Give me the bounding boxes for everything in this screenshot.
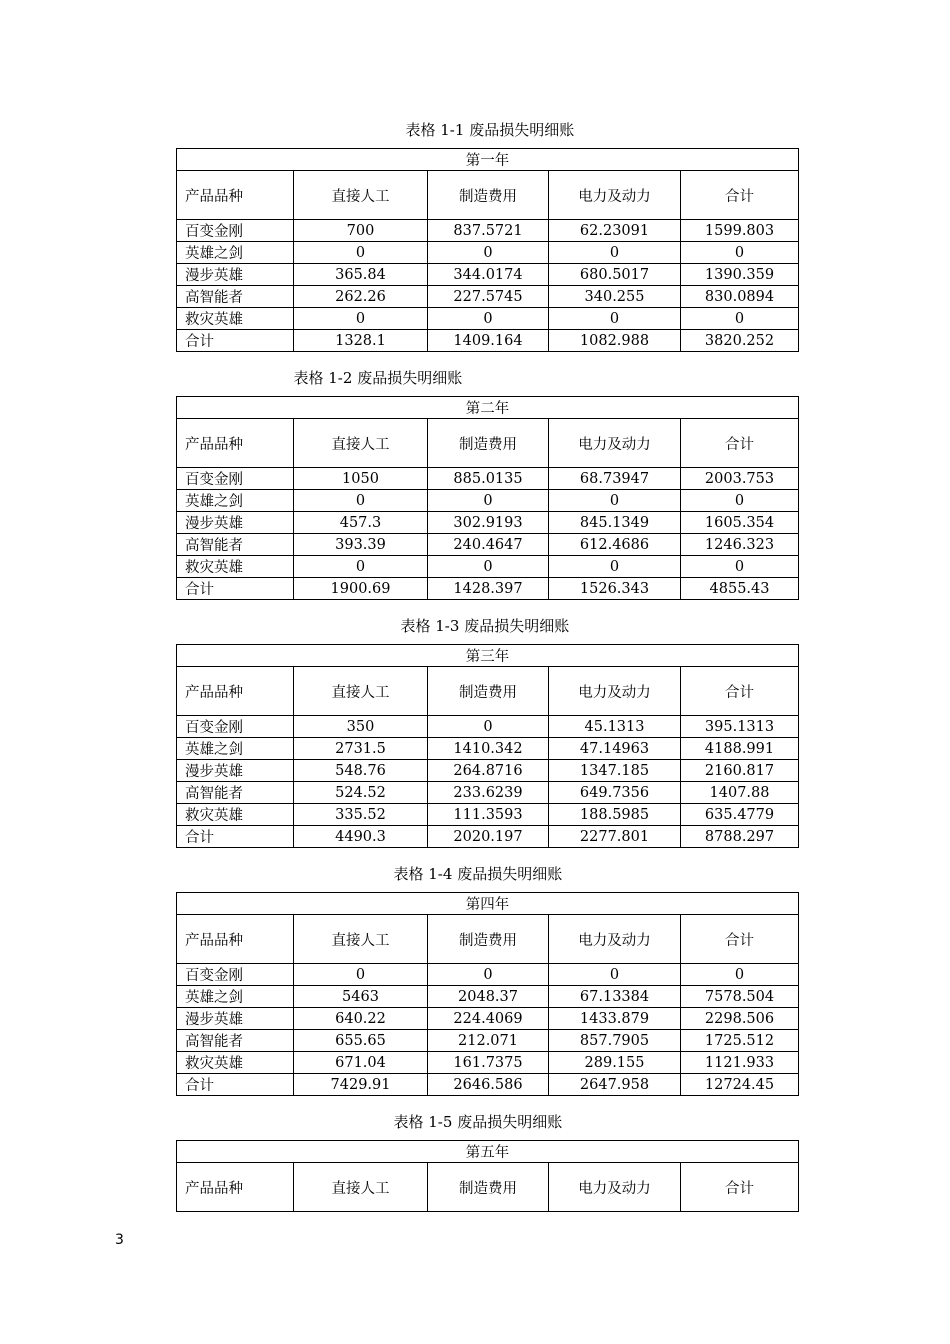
ledger-table <box>176 396 799 600</box>
table-row <box>177 1008 799 1030</box>
value-cell: 612.4686 <box>549 534 681 556</box>
value-cell: 1082.988 <box>549 330 681 352</box>
value-cell: 640.22 <box>294 1008 428 1030</box>
value-cell: 45.1313 <box>549 716 681 738</box>
value-cell: 845.1349 <box>549 512 681 534</box>
column-header: 电力及动力 <box>549 419 681 468</box>
product-name-cell: 百变金刚 <box>177 964 294 986</box>
table-caption: 表格 1-3 废品损失明细账 <box>400 617 570 635</box>
table-row <box>177 330 799 352</box>
value-cell: 1409.164 <box>428 330 549 352</box>
value-cell: 12724.45 <box>681 1074 799 1096</box>
product-name-cell: 英雄之剑 <box>177 738 294 760</box>
column-header: 制造费用 <box>428 419 549 468</box>
value-cell: 47.14963 <box>549 738 681 760</box>
product-name-cell: 英雄之剑 <box>177 490 294 512</box>
product-name-cell: 百变金刚 <box>177 468 294 490</box>
value-cell: 2048.37 <box>428 986 549 1008</box>
table-row <box>177 468 799 490</box>
value-cell: 1526.343 <box>549 578 681 600</box>
value-cell: 4855.43 <box>681 578 799 600</box>
value-cell: 0 <box>549 490 681 512</box>
product-name-cell: 合计 <box>177 578 294 600</box>
value-cell: 1347.185 <box>549 760 681 782</box>
value-cell: 233.6239 <box>428 782 549 804</box>
value-cell: 0 <box>294 242 428 264</box>
value-cell: 7578.504 <box>681 986 799 1008</box>
value-cell: 635.4779 <box>681 804 799 826</box>
value-cell: 395.1313 <box>681 716 799 738</box>
header-row <box>177 915 799 964</box>
value-cell: 0 <box>681 964 799 986</box>
column-header: 电力及动力 <box>549 171 681 220</box>
value-cell: 393.39 <box>294 534 428 556</box>
value-cell: 5463 <box>294 986 428 1008</box>
value-cell: 0 <box>549 308 681 330</box>
product-name-cell: 高智能者 <box>177 534 294 556</box>
value-cell: 0 <box>428 556 549 578</box>
year-row <box>177 893 799 915</box>
value-cell: 1725.512 <box>681 1030 799 1052</box>
table-row <box>177 804 799 826</box>
value-cell: 4490.3 <box>294 826 428 848</box>
product-name-cell: 漫步英雄 <box>177 512 294 534</box>
year-title: 第二年 <box>177 397 799 419</box>
value-cell: 1390.359 <box>681 264 799 286</box>
value-cell: 1428.397 <box>428 578 549 600</box>
table-row <box>177 964 799 986</box>
value-cell: 680.5017 <box>549 264 681 286</box>
ledger-table <box>176 1140 799 1212</box>
value-cell: 0 <box>681 490 799 512</box>
value-cell: 264.8716 <box>428 760 549 782</box>
table-row <box>177 716 799 738</box>
value-cell: 2647.958 <box>549 1074 681 1096</box>
value-cell: 700 <box>294 220 428 242</box>
product-name-cell: 百变金刚 <box>177 220 294 242</box>
value-cell: 365.84 <box>294 264 428 286</box>
product-name-cell: 高智能者 <box>177 286 294 308</box>
column-header: 直接人工 <box>294 667 428 716</box>
year-row <box>177 645 799 667</box>
value-cell: 2646.586 <box>428 1074 549 1096</box>
year-title: 第三年 <box>177 645 799 667</box>
table-row <box>177 490 799 512</box>
value-cell: 1328.1 <box>294 330 428 352</box>
value-cell: 524.52 <box>294 782 428 804</box>
value-cell: 0 <box>549 556 681 578</box>
value-cell: 457.3 <box>294 512 428 534</box>
value-cell: 0 <box>549 242 681 264</box>
value-cell: 344.0174 <box>428 264 549 286</box>
value-cell: 0 <box>428 964 549 986</box>
value-cell: 111.3593 <box>428 804 549 826</box>
table-row <box>177 760 799 782</box>
header-row <box>177 419 799 468</box>
product-name-cell: 救灾英雄 <box>177 556 294 578</box>
value-cell: 548.76 <box>294 760 428 782</box>
table-row <box>177 308 799 330</box>
value-cell: 0 <box>681 556 799 578</box>
value-cell: 0 <box>428 490 549 512</box>
product-name-cell: 合计 <box>177 1074 294 1096</box>
product-name-cell: 救灾英雄 <box>177 1052 294 1074</box>
table-row <box>177 1074 799 1096</box>
year-row <box>177 1141 799 1163</box>
value-cell: 2020.197 <box>428 826 549 848</box>
value-cell: 1599.803 <box>681 220 799 242</box>
year-row <box>177 397 799 419</box>
product-name-cell: 漫步英雄 <box>177 264 294 286</box>
value-cell: 340.255 <box>549 286 681 308</box>
table-row <box>177 512 799 534</box>
column-header: 制造费用 <box>428 171 549 220</box>
column-header: 直接人工 <box>294 171 428 220</box>
year-title: 第一年 <box>177 149 799 171</box>
column-header: 产品品种 <box>177 171 294 220</box>
value-cell: 7429.91 <box>294 1074 428 1096</box>
table-caption: 表格 1-2 废品损失明细账 <box>293 369 463 387</box>
product-name-cell: 漫步英雄 <box>177 760 294 782</box>
column-header: 电力及动力 <box>549 1163 681 1212</box>
table-row <box>177 264 799 286</box>
column-header: 产品品种 <box>177 1163 294 1212</box>
value-cell: 0 <box>681 242 799 264</box>
value-cell: 671.04 <box>294 1052 428 1074</box>
value-cell: 224.4069 <box>428 1008 549 1030</box>
value-cell: 227.5745 <box>428 286 549 308</box>
column-header: 直接人工 <box>294 1163 428 1212</box>
value-cell: 1410.342 <box>428 738 549 760</box>
product-name-cell: 合计 <box>177 330 294 352</box>
ledger-table <box>176 148 799 352</box>
value-cell: 2003.753 <box>681 468 799 490</box>
value-cell: 8788.297 <box>681 826 799 848</box>
header-row <box>177 667 799 716</box>
product-name-cell: 救灾英雄 <box>177 804 294 826</box>
product-name-cell: 英雄之剑 <box>177 986 294 1008</box>
product-name-cell: 高智能者 <box>177 1030 294 1052</box>
column-header: 直接人工 <box>294 419 428 468</box>
value-cell: 68.73947 <box>549 468 681 490</box>
value-cell: 1605.354 <box>681 512 799 534</box>
value-cell: 655.65 <box>294 1030 428 1052</box>
value-cell: 3820.252 <box>681 330 799 352</box>
product-name-cell: 百变金刚 <box>177 716 294 738</box>
table-row <box>177 220 799 242</box>
value-cell: 885.0135 <box>428 468 549 490</box>
value-cell: 1900.69 <box>294 578 428 600</box>
value-cell: 0 <box>294 556 428 578</box>
value-cell: 350 <box>294 716 428 738</box>
column-header: 合计 <box>681 171 799 220</box>
value-cell: 4188.991 <box>681 738 799 760</box>
column-header: 直接人工 <box>294 915 428 964</box>
table-row <box>177 782 799 804</box>
value-cell: 2731.5 <box>294 738 428 760</box>
column-header: 电力及动力 <box>549 915 681 964</box>
value-cell: 161.7375 <box>428 1052 549 1074</box>
column-header: 合计 <box>681 667 799 716</box>
column-header: 制造费用 <box>428 1163 549 1212</box>
table-row <box>177 1052 799 1074</box>
value-cell: 1050 <box>294 468 428 490</box>
table-row <box>177 242 799 264</box>
value-cell: 335.52 <box>294 804 428 826</box>
column-header: 合计 <box>681 915 799 964</box>
value-cell: 0 <box>681 308 799 330</box>
value-cell: 212.071 <box>428 1030 549 1052</box>
value-cell: 1433.879 <box>549 1008 681 1030</box>
table-caption: 表格 1-5 废品损失明细账 <box>393 1113 563 1131</box>
table-caption: 表格 1-1 废品损失明细账 <box>405 121 575 139</box>
table-row <box>177 826 799 848</box>
product-name-cell: 救灾英雄 <box>177 308 294 330</box>
table-caption: 表格 1-4 废品损失明细账 <box>393 865 563 883</box>
value-cell: 62.23091 <box>549 220 681 242</box>
value-cell: 1121.933 <box>681 1052 799 1074</box>
value-cell: 837.5721 <box>428 220 549 242</box>
table-row <box>177 578 799 600</box>
table-row <box>177 738 799 760</box>
value-cell: 2160.817 <box>681 760 799 782</box>
header-row <box>177 171 799 220</box>
value-cell: 240.4647 <box>428 534 549 556</box>
value-cell: 0 <box>549 964 681 986</box>
value-cell: 0 <box>294 308 428 330</box>
value-cell: 289.155 <box>549 1052 681 1074</box>
year-title: 第四年 <box>177 893 799 915</box>
year-title: 第五年 <box>177 1141 799 1163</box>
header-row <box>177 1163 799 1212</box>
page-number: 3 <box>115 1232 124 1248</box>
column-header: 制造费用 <box>428 915 549 964</box>
table-row <box>177 556 799 578</box>
value-cell: 67.13384 <box>549 986 681 1008</box>
value-cell: 0 <box>428 242 549 264</box>
year-row <box>177 149 799 171</box>
value-cell: 0 <box>294 490 428 512</box>
ledger-table <box>176 892 799 1096</box>
value-cell: 0 <box>294 964 428 986</box>
column-header: 产品品种 <box>177 419 294 468</box>
column-header: 合计 <box>681 1163 799 1212</box>
column-header: 产品品种 <box>177 915 294 964</box>
table-row <box>177 986 799 1008</box>
value-cell: 649.7356 <box>549 782 681 804</box>
table-row <box>177 534 799 556</box>
value-cell: 188.5985 <box>549 804 681 826</box>
product-name-cell: 英雄之剑 <box>177 242 294 264</box>
value-cell: 262.26 <box>294 286 428 308</box>
value-cell: 857.7905 <box>549 1030 681 1052</box>
ledger-table <box>176 644 799 848</box>
column-header: 产品品种 <box>177 667 294 716</box>
value-cell: 2277.801 <box>549 826 681 848</box>
value-cell: 0 <box>428 716 549 738</box>
value-cell: 2298.506 <box>681 1008 799 1030</box>
table-row <box>177 286 799 308</box>
column-header: 制造费用 <box>428 667 549 716</box>
product-name-cell: 合计 <box>177 826 294 848</box>
value-cell: 1407.88 <box>681 782 799 804</box>
table-row <box>177 1030 799 1052</box>
value-cell: 302.9193 <box>428 512 549 534</box>
value-cell: 1246.323 <box>681 534 799 556</box>
product-name-cell: 漫步英雄 <box>177 1008 294 1030</box>
value-cell: 0 <box>428 308 549 330</box>
product-name-cell: 高智能者 <box>177 782 294 804</box>
column-header: 电力及动力 <box>549 667 681 716</box>
value-cell: 830.0894 <box>681 286 799 308</box>
column-header: 合计 <box>681 419 799 468</box>
